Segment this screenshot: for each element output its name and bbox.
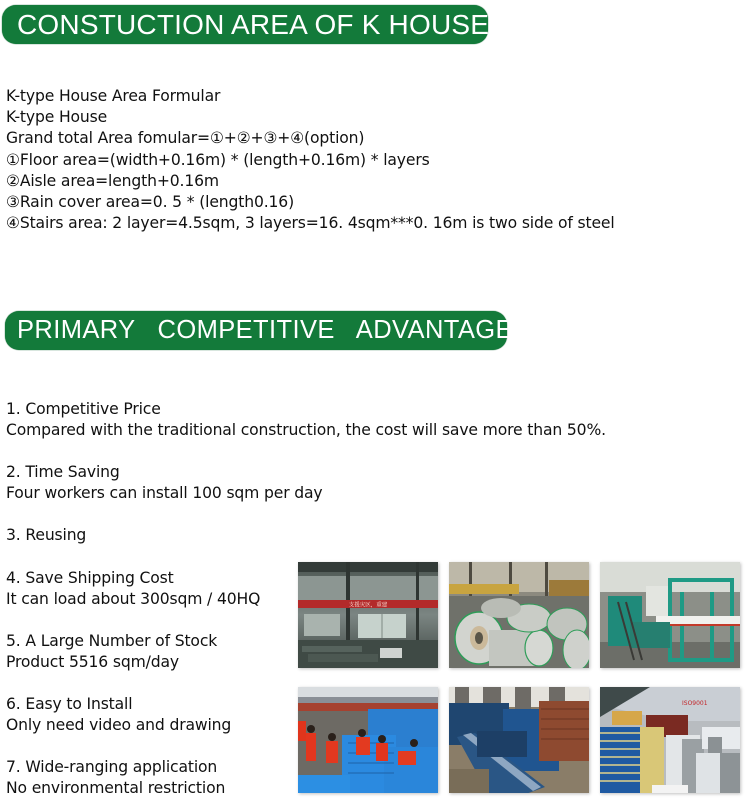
advantage-title: 2. Time Saving bbox=[6, 463, 120, 481]
advantage-item bbox=[6, 399, 606, 441]
advantage-desc: Four workers can install 100 sqm per day bbox=[6, 484, 323, 503]
factory-warehouse-photo bbox=[298, 562, 438, 668]
svg-text:ISO9001: ISO9001 bbox=[682, 700, 708, 707]
formula-line: ④Stairs area: 2 layer=4.5sqm, 3 layers=16. 4sqm***0. 16m is two side of steel bbox=[6, 214, 615, 233]
advantage-item bbox=[6, 462, 323, 504]
advantage-title: 3. Reusing bbox=[6, 526, 87, 544]
advantage-desc: It can load about 300sqm / 40HQ bbox=[6, 590, 261, 609]
formula-line: K-type House Area Formular bbox=[6, 87, 221, 105]
advantage-desc: Product 5516 sqm/day bbox=[6, 653, 179, 672]
workers-assembling-photo bbox=[298, 687, 438, 793]
svg-text:支援灾区，重建: 支援灾区，重建 bbox=[348, 602, 388, 609]
advantage-title: 4. Save Shipping Cost bbox=[6, 569, 174, 587]
advantage-title: 7. Wide-ranging application bbox=[6, 758, 218, 776]
section-banner-construction-area bbox=[2, 5, 488, 44]
advantage-title: 6. Easy to Install bbox=[6, 695, 133, 713]
formula-line: Grand total Area fomular=①+②+③+④(option) bbox=[6, 129, 365, 148]
advantage-item bbox=[6, 568, 260, 610]
advantage-title: 5. A Large Number of Stock bbox=[6, 632, 218, 650]
formula-line: K-type House bbox=[6, 108, 108, 127]
area-formula-block bbox=[6, 86, 615, 234]
advantage-title: 1. Competitive Price bbox=[6, 400, 161, 418]
advantage-item bbox=[6, 694, 231, 736]
advantage-item bbox=[6, 757, 225, 799]
sandwich-panel-machine-photo bbox=[600, 562, 740, 668]
formula-line: ①Floor area=(width+0.16m) * (length+0.16m) * layers bbox=[6, 150, 430, 169]
banner-title: CONSTUCTION AREA OF K HOUSE bbox=[17, 8, 490, 40]
steel-coils-photo bbox=[449, 562, 589, 668]
formula-line: ③Rain cover area=0. 5 * (length0.16) bbox=[6, 192, 295, 211]
advantage-desc: Compared with the traditional construction, the cost will save more than 50%. bbox=[6, 421, 606, 440]
sandwich-panels-stock-photo bbox=[600, 687, 740, 793]
advantage-desc: No environmental restriction bbox=[6, 779, 226, 798]
advantage-item bbox=[6, 631, 217, 673]
advantage-desc: Only need video and drawing bbox=[6, 716, 232, 735]
advantage-item bbox=[6, 525, 86, 546]
banner-title: PRIMARY COMPETITIVE ADVANTAGES bbox=[17, 316, 531, 344]
blue-steel-profiles-photo bbox=[449, 687, 589, 793]
section-banner-advantages bbox=[5, 311, 531, 350]
formula-line: ②Aisle area=length+0.16m bbox=[6, 171, 219, 190]
